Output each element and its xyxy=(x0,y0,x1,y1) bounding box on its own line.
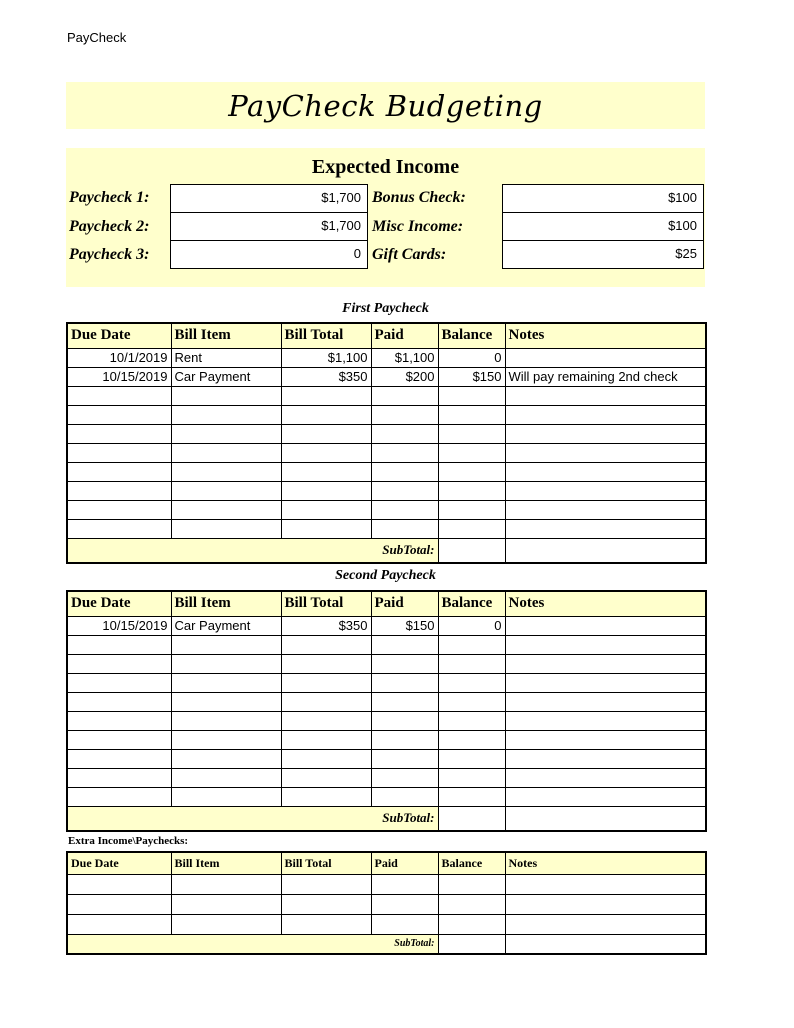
cell-bill-item[interactable] xyxy=(171,894,281,914)
cell-balance[interactable] xyxy=(438,443,505,462)
cell-due-date[interactable] xyxy=(67,692,171,711)
cell-bill-total[interactable] xyxy=(281,405,371,424)
cell-balance[interactable] xyxy=(438,405,505,424)
cell-notes[interactable] xyxy=(505,616,706,635)
cell-bill-item[interactable] xyxy=(171,768,281,787)
column-header-bill-total: Bill Total xyxy=(281,323,371,348)
cell-due-date[interactable] xyxy=(67,635,171,654)
column-header-bill-item: Bill Item xyxy=(171,323,281,348)
paycheck-3-value[interactable]: 0 xyxy=(170,240,368,269)
header-row xyxy=(67,852,706,874)
table-row xyxy=(67,874,706,894)
cell-paid[interactable] xyxy=(371,519,438,538)
cell-balance[interactable] xyxy=(438,711,505,730)
cell-paid[interactable]: $150 xyxy=(371,616,438,635)
first-paycheck-table xyxy=(66,322,707,564)
cell-paid[interactable] xyxy=(371,673,438,692)
cell-notes[interactable] xyxy=(505,481,706,500)
header-row xyxy=(67,323,706,348)
table-row xyxy=(67,914,706,934)
column-header-due-date: Due Date xyxy=(67,591,171,616)
column-header-paid: Paid xyxy=(371,591,438,616)
column-header-balance: Balance xyxy=(438,852,505,874)
cell-due-date[interactable]: 10/15/2019 xyxy=(67,616,171,635)
cell-notes[interactable]: Will pay remaining 2nd check xyxy=(505,367,706,386)
table-row xyxy=(67,711,706,730)
table-row xyxy=(67,424,706,443)
cell-balance[interactable] xyxy=(438,673,505,692)
paycheck-2-label: Paycheck 2: xyxy=(69,218,150,235)
cell-balance[interactable] xyxy=(438,692,505,711)
cell-paid[interactable] xyxy=(371,894,438,914)
table-row xyxy=(67,730,706,749)
extra-income-table xyxy=(66,851,707,955)
paycheck-1-label: Paycheck 1: xyxy=(69,189,150,206)
expected-income-panel xyxy=(66,148,705,287)
cell-due-date[interactable] xyxy=(67,519,171,538)
cell-due-date[interactable] xyxy=(67,443,171,462)
misc-income-label: Misc Income: xyxy=(372,218,464,235)
table-row xyxy=(67,635,706,654)
cell-paid[interactable] xyxy=(371,443,438,462)
cell-bill-item[interactable]: Car Payment xyxy=(171,616,281,635)
extra-income-title: Extra Income\Paychecks: xyxy=(68,835,189,847)
cell-balance[interactable] xyxy=(438,654,505,673)
cell-notes[interactable] xyxy=(505,500,706,519)
cell-paid[interactable] xyxy=(371,500,438,519)
cell-due-date[interactable] xyxy=(67,749,171,768)
cell-bill-total[interactable] xyxy=(281,654,371,673)
misc-income-value[interactable]: $100 xyxy=(502,212,704,241)
cell-balance[interactable]: $150 xyxy=(438,367,505,386)
column-header-due-date: Due Date xyxy=(67,852,171,874)
table-row xyxy=(67,787,706,806)
cell-paid[interactable] xyxy=(371,730,438,749)
cell-notes[interactable] xyxy=(505,894,706,914)
bonus-check-value[interactable]: $100 xyxy=(502,184,704,213)
cell-bill-item[interactable] xyxy=(171,443,281,462)
cell-due-date[interactable] xyxy=(67,914,171,934)
cell-paid[interactable]: $200 xyxy=(371,367,438,386)
cell-bill-total[interactable] xyxy=(281,386,371,405)
cell-bill-total[interactable] xyxy=(281,874,371,894)
column-header-balance: Balance xyxy=(438,591,505,616)
subtotal-notes-cell xyxy=(505,934,706,954)
cell-paid[interactable] xyxy=(371,654,438,673)
cell-paid[interactable] xyxy=(371,405,438,424)
page-title: PayCheck Budgeting xyxy=(228,88,543,123)
column-header-paid: Paid xyxy=(371,323,438,348)
cell-due-date[interactable] xyxy=(67,787,171,806)
cell-notes[interactable] xyxy=(505,519,706,538)
cell-bill-total[interactable] xyxy=(281,443,371,462)
expected-income-heading: Expected Income xyxy=(311,156,460,178)
table-row xyxy=(67,654,706,673)
cell-paid[interactable] xyxy=(371,462,438,481)
cell-due-date[interactable] xyxy=(67,424,171,443)
cell-paid[interactable] xyxy=(371,386,438,405)
cell-balance[interactable] xyxy=(438,874,505,894)
cell-notes[interactable] xyxy=(505,749,706,768)
table-row xyxy=(67,616,706,635)
subtotal-label: SubTotal: xyxy=(67,934,438,954)
cell-due-date[interactable] xyxy=(67,386,171,405)
cell-bill-total[interactable] xyxy=(281,894,371,914)
cell-bill-total[interactable] xyxy=(281,673,371,692)
cell-due-date[interactable] xyxy=(67,874,171,894)
paycheck-3-label: Paycheck 3: xyxy=(69,246,150,263)
cell-due-date[interactable] xyxy=(67,768,171,787)
cell-notes[interactable] xyxy=(505,654,706,673)
cell-bill-item[interactable]: Car Payment xyxy=(171,367,281,386)
table-row xyxy=(67,386,706,405)
column-header-due-date: Due Date xyxy=(67,323,171,348)
table-row xyxy=(67,768,706,787)
cell-bill-item[interactable] xyxy=(171,730,281,749)
gift-cards-value[interactable]: $25 xyxy=(502,240,704,269)
cell-notes[interactable] xyxy=(505,874,706,894)
cell-bill-total[interactable]: $350 xyxy=(281,367,371,386)
cell-bill-item[interactable] xyxy=(171,673,281,692)
cell-notes[interactable] xyxy=(505,711,706,730)
cell-notes[interactable] xyxy=(505,462,706,481)
header-row xyxy=(67,591,706,616)
cell-paid[interactable] xyxy=(371,914,438,934)
cell-notes[interactable] xyxy=(505,768,706,787)
cell-balance[interactable] xyxy=(438,386,505,405)
cell-paid[interactable] xyxy=(371,424,438,443)
cell-notes[interactable] xyxy=(505,914,706,934)
title-band xyxy=(66,82,705,129)
cell-bill-item[interactable] xyxy=(171,424,281,443)
first-paycheck-title: First Paycheck xyxy=(342,301,429,316)
cell-bill-item[interactable] xyxy=(171,481,281,500)
cell-due-date[interactable] xyxy=(67,654,171,673)
table-row xyxy=(67,348,706,367)
cell-balance[interactable] xyxy=(438,787,505,806)
cell-balance[interactable] xyxy=(438,635,505,654)
paycheck-1-value[interactable]: $1,700 xyxy=(170,184,368,213)
cell-paid[interactable] xyxy=(371,874,438,894)
table-row xyxy=(67,481,706,500)
column-header-paid: Paid xyxy=(371,852,438,874)
second-paycheck-table xyxy=(66,590,707,832)
table-row xyxy=(67,894,706,914)
paycheck-2-value[interactable]: $1,700 xyxy=(170,212,368,241)
table-row xyxy=(67,519,706,538)
cell-balance[interactable]: 0 xyxy=(438,616,505,635)
bonus-check-label: Bonus Check: xyxy=(372,189,466,206)
cell-paid[interactable] xyxy=(371,749,438,768)
cell-bill-total[interactable] xyxy=(281,787,371,806)
cell-balance[interactable] xyxy=(438,481,505,500)
cell-balance[interactable] xyxy=(438,768,505,787)
cell-due-date[interactable]: 10/15/2019 xyxy=(67,367,171,386)
cell-notes[interactable] xyxy=(505,424,706,443)
cell-balance[interactable] xyxy=(438,500,505,519)
cell-paid[interactable] xyxy=(371,692,438,711)
cell-bill-item[interactable] xyxy=(171,635,281,654)
sheet-name: PayCheck xyxy=(67,30,127,45)
cell-paid[interactable] xyxy=(371,711,438,730)
column-header-notes: Notes xyxy=(505,323,706,348)
cell-due-date[interactable] xyxy=(67,730,171,749)
cell-paid[interactable] xyxy=(371,787,438,806)
column-header-notes: Notes xyxy=(505,591,706,616)
table-row xyxy=(67,367,706,386)
cell-due-date[interactable] xyxy=(67,462,171,481)
cell-bill-item[interactable] xyxy=(171,386,281,405)
subtotal-row xyxy=(67,538,706,563)
subtotal-cell[interactable] xyxy=(438,806,505,831)
cell-balance[interactable] xyxy=(438,519,505,538)
cell-due-date[interactable] xyxy=(67,481,171,500)
table-row xyxy=(67,405,706,424)
subtotal-label: SubTotal: xyxy=(67,806,438,831)
subtotal-label: SubTotal: xyxy=(67,538,438,563)
column-header-bill-item: Bill Item xyxy=(171,852,281,874)
cell-bill-total[interactable] xyxy=(281,749,371,768)
cell-paid[interactable] xyxy=(371,635,438,654)
cell-notes[interactable] xyxy=(505,443,706,462)
cell-balance[interactable] xyxy=(438,749,505,768)
cell-bill-total[interactable] xyxy=(281,711,371,730)
cell-balance[interactable]: 0 xyxy=(438,348,505,367)
cell-paid[interactable]: $1,100 xyxy=(371,348,438,367)
cell-notes[interactable] xyxy=(505,348,706,367)
cell-notes[interactable] xyxy=(505,787,706,806)
cell-bill-total[interactable] xyxy=(281,500,371,519)
subtotal-row xyxy=(67,806,706,831)
cell-bill-item[interactable] xyxy=(171,749,281,768)
cell-bill-total[interactable] xyxy=(281,481,371,500)
cell-due-date[interactable] xyxy=(67,500,171,519)
cell-due-date[interactable]: 10/1/2019 xyxy=(67,348,171,367)
cell-balance[interactable] xyxy=(438,914,505,934)
cell-bill-total[interactable]: $1,100 xyxy=(281,348,371,367)
cell-bill-total[interactable] xyxy=(281,768,371,787)
column-header-notes: Notes xyxy=(505,852,706,874)
cell-due-date[interactable] xyxy=(67,711,171,730)
subtotal-notes-cell xyxy=(505,538,706,563)
cell-due-date[interactable] xyxy=(67,894,171,914)
cell-paid[interactable] xyxy=(371,481,438,500)
cell-due-date[interactable] xyxy=(67,673,171,692)
gift-cards-label: Gift Cards: xyxy=(372,246,447,263)
column-header-bill-total: Bill Total xyxy=(281,852,371,874)
table-row xyxy=(67,749,706,768)
cell-notes[interactable] xyxy=(505,673,706,692)
cell-bill-total[interactable] xyxy=(281,635,371,654)
cell-bill-item[interactable] xyxy=(171,405,281,424)
cell-notes[interactable] xyxy=(505,730,706,749)
subtotal-row xyxy=(67,934,706,954)
table-row xyxy=(67,500,706,519)
cell-bill-item[interactable] xyxy=(171,500,281,519)
cell-bill-item[interactable] xyxy=(171,874,281,894)
cell-due-date[interactable] xyxy=(67,405,171,424)
cell-bill-total[interactable]: $350 xyxy=(281,616,371,635)
cell-bill-item[interactable] xyxy=(171,519,281,538)
cell-notes[interactable] xyxy=(505,692,706,711)
cell-bill-item[interactable]: Rent xyxy=(171,348,281,367)
cell-balance[interactable] xyxy=(438,730,505,749)
cell-bill-total[interactable] xyxy=(281,519,371,538)
subtotal-notes-cell xyxy=(505,806,706,831)
subtotal-cell[interactable] xyxy=(438,934,505,954)
cell-bill-item[interactable] xyxy=(171,787,281,806)
cell-bill-item[interactable] xyxy=(171,654,281,673)
table-row xyxy=(67,673,706,692)
cell-notes[interactable] xyxy=(505,635,706,654)
cell-notes[interactable] xyxy=(505,386,706,405)
table-row xyxy=(67,692,706,711)
cell-paid[interactable] xyxy=(371,768,438,787)
cell-bill-item[interactable] xyxy=(171,692,281,711)
column-header-bill-total: Bill Total xyxy=(281,591,371,616)
cell-balance[interactable] xyxy=(438,424,505,443)
cell-bill-total[interactable] xyxy=(281,730,371,749)
cell-bill-total[interactable] xyxy=(281,462,371,481)
table-row xyxy=(67,443,706,462)
subtotal-cell[interactable] xyxy=(438,538,505,563)
column-header-balance: Balance xyxy=(438,323,505,348)
cell-bill-item[interactable] xyxy=(171,462,281,481)
cell-balance[interactable] xyxy=(438,462,505,481)
table-row xyxy=(67,462,706,481)
cell-bill-total[interactable] xyxy=(281,424,371,443)
cell-bill-item[interactable] xyxy=(171,914,281,934)
cell-bill-item[interactable] xyxy=(171,711,281,730)
second-paycheck-title: Second Paycheck xyxy=(335,568,436,583)
column-header-bill-item: Bill Item xyxy=(171,591,281,616)
cell-bill-total[interactable] xyxy=(281,914,371,934)
cell-balance[interactable] xyxy=(438,894,505,914)
cell-bill-total[interactable] xyxy=(281,692,371,711)
cell-notes[interactable] xyxy=(505,405,706,424)
